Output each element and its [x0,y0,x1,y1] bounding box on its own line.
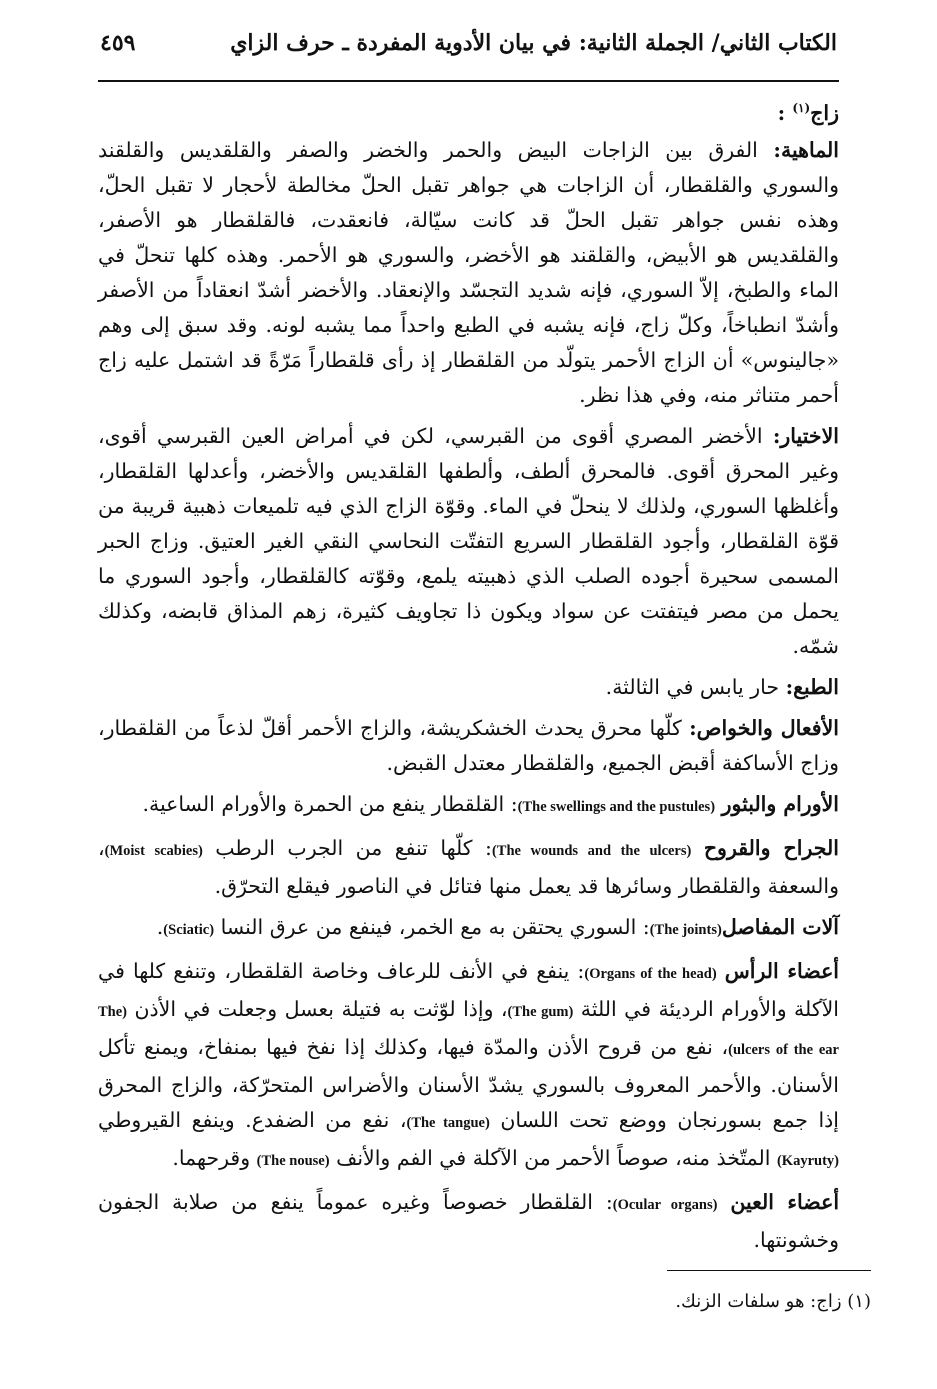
section-label: آلات المفاصل [721,915,839,939]
english-term: (Moist scabies) [104,843,203,859]
section-text: وقرحهما. [172,1146,257,1170]
section-text: : ينفع في الأنف للرعاف وخاصة القلقطار، وتنفع كلها في الآكلة والأورام الرديئة في اللثة [98,959,839,1021]
section-label: الطبع: [785,675,839,699]
english-term: (The gum) [507,1004,574,1020]
paragraph-afaal [98,711,839,781]
running-title: الكتاب الثاني/ الجملة الثانية: في بيان الأدوية المفردة ـ حرف الزاي [230,30,837,56]
paragraph-ras [98,954,839,1179]
section-text: : السوري يحتقن به مع الخمر، فينفع من عرق النسا [214,915,650,939]
section-text: حار يابس في الثالثة. [605,675,786,699]
english-term: (The ulcers of the ear) [98,1004,839,1058]
section-text: . [156,915,164,939]
english-term: (The swellings and the pustules) [517,799,716,815]
entry-title-word: زاج [810,101,839,125]
paragraph-jirah [98,831,839,904]
section-label: الجراح والقروح [703,836,839,860]
section-text: : القلقطار ينفع من الحمرة والأورام الساعية. [142,792,518,816]
english-term: (Ocular organs) [612,1197,718,1213]
paragraph-mafasil [98,910,839,948]
paragraph-ayn [98,1185,839,1258]
paragraph-awram [98,787,839,825]
footnote [675,1288,871,1316]
page-header [98,30,839,82]
footnote-number: (١) [847,1291,871,1312]
english-term: (The joints) [649,922,722,938]
section-text: المتّخذ منه، صوصاً الأحمر من الآكلة في الفم والأنف [329,1146,777,1170]
section-text: ، وإذا لوّثت به فتيلة بعسل وجعلت في الأذن [127,997,508,1021]
section-label: الأورام والبثور [721,792,839,816]
section-text: ، والسعفة والقلقطار وسائرها قد يعمل منها فتائل في الناصور فيقلع التحرّق. [98,836,839,898]
section-text: : القلقطار خصوصاً وغيره عموماً ينفع من صلابة الجفون وخشونتها. [98,1190,839,1252]
paragraph-tab [98,670,839,705]
section-text: ، نفع من الضفدع. وينفع القيروطي [98,1108,407,1132]
section-text: الأخضر المصري أقوى من القبرسي، لكن في أمراض العين القبرسي أقوى، وغير المحرق أقوى. فالمحرق ألطف، وألطفها القلقديس والأخضر، وأعدلها القلقطار، وأغلظها السوري، ولذلك لا ينحلّ في الماء. وقوّة الزاج الذي فيه تلميعات ذهبية قريبة من قوّة القلقطار، وأجود القلقطار السريع التفتّت النحاسي النقي الغير العتيق. وزاج الحبر المسمى سحيرة أجوده الصلب الذي ذهبيته يلمع، وقوّته كالقلقطار، وأجود السوري ما يحمل من مصر فيتفتت عن سواد ويكون ذا تجاويف كثيرة، زهم المذاق قابضه، وكذلك شمّه. [98,424,839,658]
page-body [98,96,839,1258]
paragraph-mahiya [98,133,839,413]
footnote-marker: (١) [792,101,811,116]
english-term: (Organs of the head) [584,966,717,982]
section-text: كلّها محرق يحدث الخشكريشة، والزاج الأحمر أقلّ لذعاً من القلقطار، وزاج الأساكفة أقبض الجميع، والقلقطار معتدل القبض. [98,716,839,775]
section-label: الاختيار: [772,424,839,448]
section-text: الفرق بين الزاجات البيض والحمر والخضر والصفر والقلقديس والقلقند والسوري والقلقطار، أن الزاجات هي جواهر تقبل الحلّ مخالطة لأحجار لا تقبل الحلّ، وهذه نفس جواهر تقبل الحلّ قد كانت سيّالة، فانعقدت، فالقلقطار هو الأصفر، والقلقديس هو الأبيض، والقلقند هو الأخضر، والسوري هو الأحمر. وهذه كلها تنحلّ في الماء والطبخ، إلاّ السوري، فإنه شديد التجسّد والإنعقاد. والأخضر أشدّ انعقاداً من الأصفر وأشدّ انطباخاً، وكلّ زاج، فإنه يشبه في الطبع واحداً مما يشبه لونه. وقد سبق إلى وهم «جالينوس» أن الزاج الأحمر يتولّد من القلقطار إذ رأى قلقطاراً مَرّةً قد اشتمل عليه زاج أحمر متناثر منه، وفي هذا نظر. [98,138,839,407]
section-label: الأفعال والخواص: [689,716,839,740]
paragraph-ikhtiyar [98,419,839,664]
page-number: ٤٥٩ [100,30,136,56]
section-text: ، نفع من قروح الأذن والمدّة فيها، وكذلك إذا نفخ فيها بمنفاخ، ويمنع تأكل الأسنان. والأحمر المعروف بالسوري يشدّ الأسنان والأضراس المتحرّكة، والزاج المحرق إذا جمع بسورنجان ووضع تحت اللسان [98,1035,839,1132]
english-term: (The wounds and the ulcers) [491,843,692,859]
footnote-divider [667,1270,871,1271]
entry-title-colon: : [777,101,786,125]
english-term: (The tangue) [406,1115,490,1131]
english-term: (The nouse) [256,1153,330,1169]
english-term: (Sciatic) [163,922,215,938]
section-label: أعضاء الرأس [724,959,839,983]
section-label: أعضاء العين [730,1190,840,1214]
footnote-text: زاج: هو سلفات الزنك. [675,1291,848,1312]
english-term: (Kayruty) [776,1153,839,1169]
section-label: الماهية: [773,138,839,162]
section-text: : كلّها تنفع من الجرب الرطب [202,836,492,860]
entry-title [98,96,839,131]
